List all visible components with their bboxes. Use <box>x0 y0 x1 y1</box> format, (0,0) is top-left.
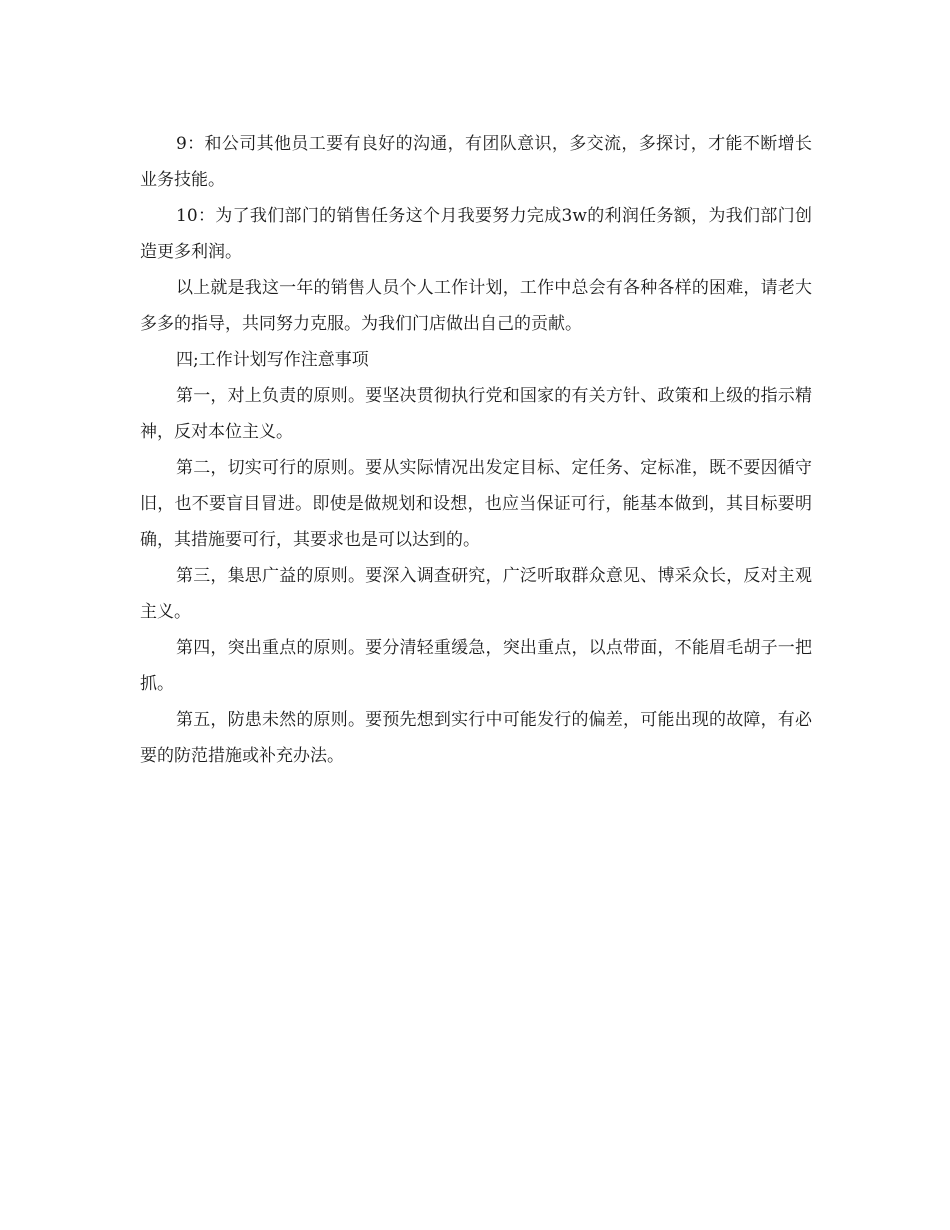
principle-fourth: 第四，突出重点的原则。要分清轻重缓急，突出重点，以点带面，不能眉毛胡子一把抓。 <box>140 638 812 694</box>
paragraph-summary: 以上就是我这一年的销售人员个人工作计划，工作中总会有各种各样的困难，请老大多多的指导，共同努力克服。为我们门店做出自己的贡献。 <box>140 278 812 334</box>
paragraph-item-9: 9：和公司其他员工要有良好的沟通，有团队意识，多交流，多探讨，才能不断增长业务技能。 <box>140 134 812 190</box>
principle-fifth: 第五，防患未然的原则。要预先想到实行中可能发行的偏差，可能出现的故障，有必要的防范措施或补充办法。 <box>140 710 812 766</box>
paragraph-item-10: 10：为了我们部门的销售任务这个月我要努力完成3w的利润任务额，为我们部门创造更多利润。 <box>140 206 812 262</box>
section-heading: 四;工作计划写作注意事项 <box>176 350 369 370</box>
principle-second: 第二，切实可行的原则。要从实际情况出发定目标、定任务、定标准，既不要因循守旧，也不要盲目冒进。即使是做规划和设想，也应当保证可行，能基本做到，其目标要明确，其措施要可行，其要求也是可以达到的。 <box>140 458 812 550</box>
document-body <box>140 126 812 774</box>
principle-third: 第三，集思广益的原则。要深入调查研究，广泛听取群众意见、博采众长，反对主观主义。 <box>140 566 812 622</box>
principle-first: 第一，对上负责的原则。要坚决贯彻执行党和国家的有关方针、政策和上级的指示精神，反对本位主义。 <box>140 386 812 442</box>
